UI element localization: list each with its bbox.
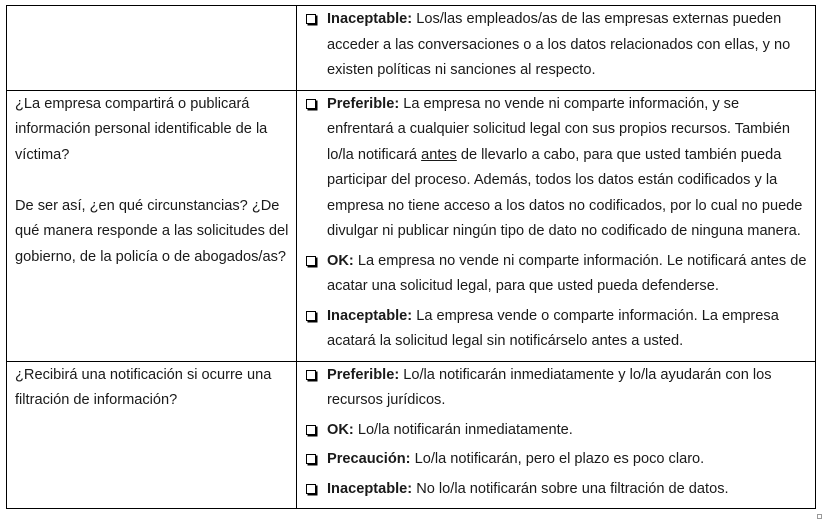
checkbox-icon xyxy=(306,14,316,24)
question-cell xyxy=(7,361,297,509)
evaluation-table xyxy=(6,5,816,509)
option-text: Lo/la notificarán inmediatamente y lo/la ayudarán con los recursos jurídicos. xyxy=(327,366,772,408)
options-cell xyxy=(297,6,816,91)
option-text: Los/las empleados/as de las empresas externas pueden acceder a las conversaciones o a los datos relacionados con ellas, y no existen políticas ni sanciones al respecto. xyxy=(327,11,791,78)
checkbox-icon xyxy=(306,425,316,435)
option-text: Lo/la notificarán, pero el plazo es poco claro. xyxy=(414,451,705,467)
option-emphasis: antes xyxy=(421,146,457,163)
option-item xyxy=(306,249,809,300)
option-text: La empresa no vende ni comparte información, y se enfrentará a cualquier solicitud legal con sus propios recursos. También lo/la notificará xyxy=(327,95,790,163)
checkbox-icon xyxy=(306,256,316,266)
option-label: Inaceptable: xyxy=(327,11,413,27)
option-label: Preferible: xyxy=(327,366,400,383)
option-text: Lo/la notificarán inmediatamente. xyxy=(357,421,573,438)
option-label: OK: xyxy=(327,252,354,269)
table-row xyxy=(7,6,816,91)
option-label: OK: xyxy=(327,421,354,438)
question-text: ¿Recibirá una notificación si ocurre una filtración de información? xyxy=(15,366,272,408)
checkbox-icon xyxy=(306,99,316,109)
option-text: La empresa no vende ni comparte información. Le notificará antes de acatar una solicitud legal, para que usted pueda defenderse. xyxy=(327,252,807,294)
option-item xyxy=(306,418,809,444)
table-row xyxy=(7,90,816,361)
table-row xyxy=(7,361,816,509)
option-item xyxy=(306,363,809,414)
option-text-continued: de llevarlo a cabo, para que usted también pueda participar del proceso. Además, todos los datos están codificados y la empresa no tiene acceso a los datos no codificados, por lo cual no puede divulgar ni publicar ningún tipo de dato no codificado de ninguna manera. xyxy=(327,146,803,239)
options-cell xyxy=(297,361,816,509)
question-followup-text: De ser así, ¿en qué circunstancias? ¿De qué manera responde a las solicitudes del gobierno, de la policía o de abogados/as? xyxy=(15,197,289,265)
question-text: ¿La empresa compartirá o publicará información personal identificable de la víctima? xyxy=(15,95,268,163)
option-item xyxy=(306,477,809,503)
option-text: La empresa vende o comparte información. La empresa acatará la solicitud legal sin notificárselo antes a usted. xyxy=(327,307,779,349)
question-cell xyxy=(7,6,297,91)
option-text: No lo/la notificarán sobre una filtración de datos. xyxy=(416,480,729,497)
option-item xyxy=(306,92,809,245)
table-resize-handle[interactable] xyxy=(817,514,822,519)
option-label: Precaución: xyxy=(327,451,411,467)
checkbox-icon xyxy=(306,484,316,494)
option-label: Inaceptable: xyxy=(327,307,413,324)
options-cell xyxy=(297,90,816,361)
checkbox-icon xyxy=(306,454,316,464)
option-item xyxy=(306,447,809,473)
option-label: Inaceptable: xyxy=(327,480,413,497)
option-label: Preferible: xyxy=(327,95,400,112)
option-item xyxy=(306,7,809,84)
question-cell xyxy=(7,90,297,361)
option-item xyxy=(306,304,809,355)
checkbox-icon xyxy=(306,311,316,321)
checkbox-icon xyxy=(306,370,316,380)
